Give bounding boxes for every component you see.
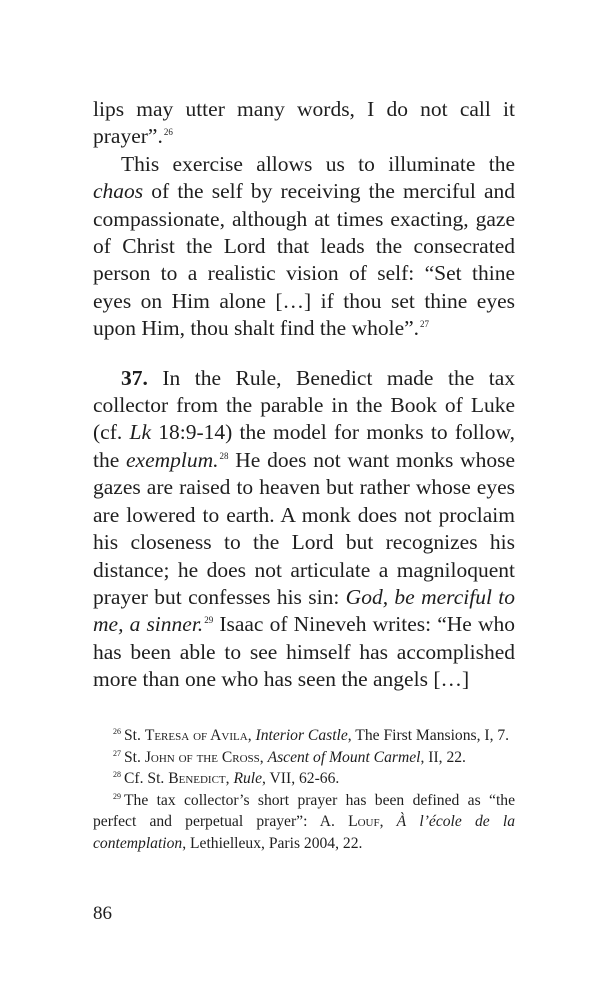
footnote-28 bbox=[93, 768, 515, 790]
paragraph-37-italic-prayer: God, be merciful to me, a sinner. bbox=[93, 584, 515, 637]
paragraph-37-text-c: 18:9-14) the model for monks to follow, the bbox=[93, 420, 515, 472]
paragraph-2-text-a: This exercise allows us to illuminate the bbox=[121, 151, 515, 176]
footnote-separator: , bbox=[225, 770, 234, 788]
footnote-text: , The First Mansions, I, 7. bbox=[347, 727, 510, 744]
footnote-ref-26: 26 bbox=[163, 127, 173, 138]
paragraph-37-text-a: In the Rule, Benedict made the tax collector from the parable in the Book of Luke (cf. bbox=[93, 365, 515, 445]
paragraph-2-italic-chaos: chaos bbox=[93, 179, 144, 204]
footnote-text: The tax collector’s short prayer has been defined as “the perfect and perpetual prayer”: A. bbox=[93, 791, 515, 831]
paragraph-37 bbox=[93, 365, 515, 694]
footnote-title: Ascent of Mount Carmel bbox=[267, 748, 421, 766]
footnote-author: Louf bbox=[348, 813, 380, 831]
footnote-text: St. bbox=[124, 727, 145, 744]
footnote-author: John of the Cross bbox=[144, 748, 260, 766]
footnotes bbox=[93, 725, 515, 855]
paragraph-1-text: lips may utter many words, I do not call it prayer”. bbox=[93, 97, 515, 149]
paragraph-37-text-g: Isaac of Nineveh writes: “He who has been able to see himself has accomplished more than one who has seen the angels […] bbox=[93, 612, 515, 692]
footnote-title: À l’école de la contemplation bbox=[93, 813, 515, 852]
footnote-ref-29: 29 bbox=[204, 615, 214, 626]
footnote-separator: , bbox=[259, 748, 268, 766]
page-number: 86 bbox=[93, 903, 112, 924]
footnote-ref-28: 28 bbox=[219, 450, 229, 461]
section-number: 37. bbox=[121, 365, 148, 390]
footnote-29 bbox=[93, 790, 515, 855]
footnote-27 bbox=[93, 747, 515, 769]
footnote-author: Benedict bbox=[168, 770, 226, 788]
footnote-number: 27 bbox=[113, 748, 121, 758]
paragraph-37-italic-exemplum: exemplum. bbox=[126, 447, 219, 472]
paragraph-1 bbox=[93, 96, 515, 151]
footnote-text: , Lethielleux, Paris 2004, 22. bbox=[182, 834, 363, 852]
footnote-title: Interior Castle bbox=[255, 727, 348, 744]
footnote-number: 29 bbox=[113, 791, 121, 801]
footnote-number: 28 bbox=[113, 770, 121, 780]
paragraph-37-italic-lk: Lk bbox=[129, 420, 151, 445]
paragraph-2-text-c: of the self by receiving the merciful and compassionate, although at times exacting, gaze of Christ the Lord that leads the consecrated person to a realistic vision of self: “Set thine eyes on Him alone […] if thou set thine eyes upon Him, thou shalt find the whole”. bbox=[93, 179, 515, 341]
footnote-number: 26 bbox=[113, 727, 121, 736]
main-text bbox=[93, 96, 515, 694]
footnote-text: , II, 22. bbox=[420, 748, 466, 766]
footnote-text: , VII, 62-66. bbox=[262, 770, 340, 788]
paragraph-37-text-e: He does not want monks whose gazes are raised to heaven but rather whose eyes are lowered to earth. A monk does not proclaim his closeness to the Lord but recognizes his distance; he does not articulate a magniloquent prayer but confesses his sin: bbox=[93, 447, 515, 609]
footnote-26 bbox=[93, 725, 515, 747]
footnote-author: Teresa of Avila bbox=[144, 727, 248, 744]
footnote-separator: , bbox=[379, 813, 397, 831]
footnote-ref-27: 27 bbox=[420, 319, 430, 330]
paragraph-2 bbox=[93, 151, 515, 343]
footnote-text: St. bbox=[124, 748, 145, 766]
footnote-separator: , bbox=[247, 727, 256, 744]
footnote-title: Rule bbox=[233, 770, 263, 788]
footnote-text: Cf. St. bbox=[124, 770, 169, 788]
